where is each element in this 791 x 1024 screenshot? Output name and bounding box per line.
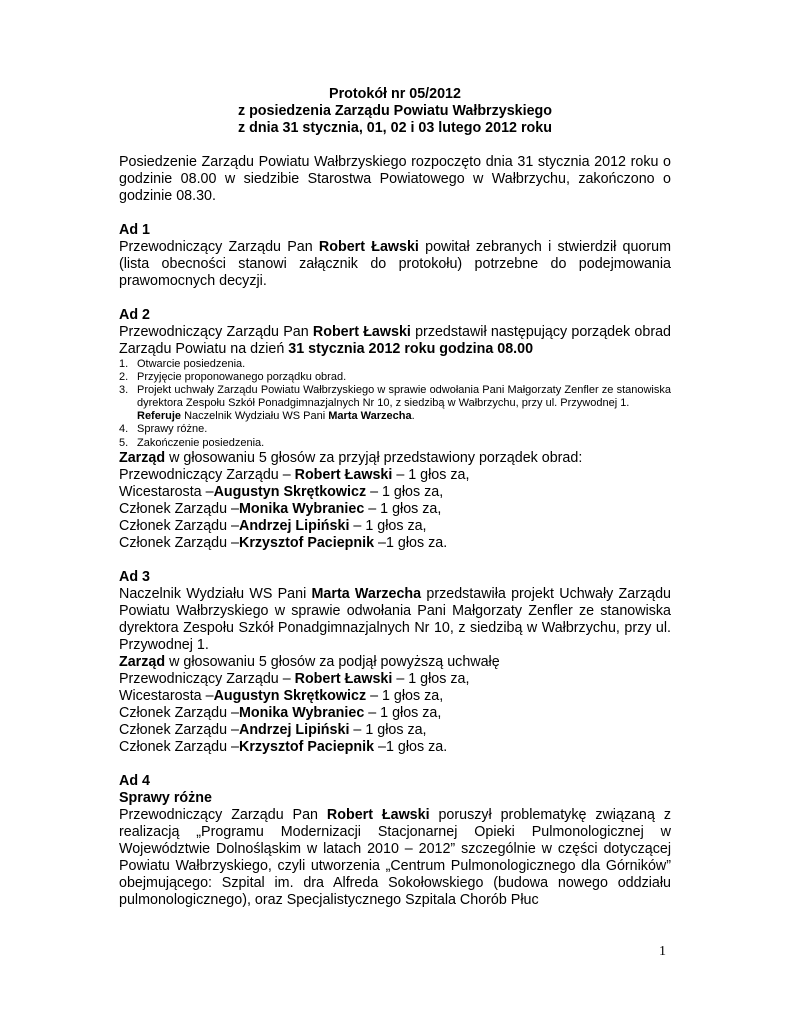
ad3-vote-text: w głosowaniu 5 głosów za podjął powyższą uchwałę — [165, 653, 500, 670]
vote-suffix: – 1 głos za, — [349, 517, 427, 534]
vote-name: Krzysztof Paciepnik — [239, 738, 375, 755]
title-line-2: z posiedzenia Zarządu Powiatu Wałbrzyskiego — [237, 103, 553, 119]
agenda-item-text: Przyjęcie proponowanego porządku obrad. — [137, 371, 347, 384]
agenda-item-text: Projekt uchwały Zarządu Powiatu Wałbrzyskiego w sprawie odwołania Pani Małgorzaty Zenfler ze stanowiska dyrektora Zespołu Szkół Ponadgimnazjalnych Nr 10, z siedzibą w Wałbrzychu, przy ul. Przywodnej 1. — [137, 384, 671, 410]
vote-prefix: Wicestarosta – — [119, 687, 214, 704]
vote-suffix: – 1 głos za, — [366, 483, 444, 500]
ad2-mid: przedstawił następujący porządek obrad Zarządu Powiatu na dzień — [119, 324, 671, 357]
vote-name: Augustyn Skrętkowicz — [213, 483, 367, 500]
vote-line — [119, 688, 671, 705]
vote-suffix: – 1 głos za, — [349, 721, 427, 738]
ad2-name: Robert Ławski — [312, 324, 411, 340]
vote-prefix: Członek Zarządu – — [119, 534, 239, 551]
vote-line — [119, 467, 671, 484]
ad2-vote-list — [119, 467, 671, 552]
intro-paragraph: Posiedzenie Zarządu Powiatu Wałbrzyskiego rozpoczęto dnia 31 stycznia 2012 roku o godzinie 08.00 w siedzibie Starostwa Powiatowego w Wałbrzychu, zakończono o godzinie 08.30. — [119, 154, 671, 204]
vote-suffix: –1 głos za. — [374, 738, 448, 755]
agenda-item — [119, 384, 671, 423]
agenda-item-number: 4. — [119, 423, 129, 436]
agenda-item-number: 2. — [119, 371, 129, 384]
vote-suffix: – 1 głos za, — [364, 500, 442, 517]
agenda-item-number: 3. — [119, 384, 129, 397]
agenda-item-number: 1. — [119, 358, 129, 370]
ad3-vote-intro — [119, 654, 671, 671]
ad2-paragraph — [119, 324, 671, 358]
ad1-heading: Ad 1 — [119, 222, 150, 238]
vote-line — [119, 484, 671, 501]
section-ad3 — [119, 569, 671, 756]
vote-name: Andrzej Lipiński — [239, 517, 350, 534]
vote-name: Monika Wybraniec — [239, 500, 365, 517]
ad3-vote-subject: Zarząd — [119, 653, 166, 670]
vote-line — [119, 671, 671, 688]
vote-line — [119, 501, 671, 518]
vote-prefix: Członek Zarządu – — [119, 500, 239, 517]
agenda-referuje-text: Naczelnik Wydziału WS Pani — [181, 410, 329, 423]
vote-suffix: – 1 głos za, — [392, 466, 470, 483]
ad3-post: przedstawiła projekt Uchwały Zarządu Powiatu Wałbrzyskiego w sprawie odwołania Pani Małgorzaty Zenfler ze stanowiska dyrektora Zespołu Szkół Ponadgimnazjalnych Nr 10, z siedzibą w Wałbrzychu, przy ul. Przywodnej 1. — [119, 585, 671, 653]
vote-name: Krzysztof Paciepnik — [239, 534, 375, 551]
vote-prefix: Członek Zarządu – — [119, 721, 239, 738]
vote-name: Robert Ławski — [294, 670, 393, 687]
ad4-pre: Przewodniczący Zarządu Pan — [119, 806, 327, 823]
vote-suffix: – 1 głos za, — [364, 704, 442, 721]
ad2-heading: Ad 2 — [119, 307, 150, 323]
ad2-vote-intro — [119, 450, 671, 467]
vote-suffix: – 1 głos za, — [392, 670, 470, 687]
section-ad2 — [119, 307, 671, 552]
vote-line — [119, 722, 671, 739]
document-title — [119, 86, 671, 137]
agenda-item-number: 5. — [119, 436, 129, 449]
ad4-paragraph — [119, 807, 671, 909]
vote-line — [119, 739, 671, 756]
agenda-item-text: Sprawy różne. — [137, 423, 208, 436]
agenda-item-text: Otwarcie posiedzenia. — [137, 358, 246, 370]
ad4-post: poruszył problematykę związaną z realizacją „Programu Modernizacji Stacjonarnej Opieki Pulmonologicznej w Województwie Dolnośląskim w latach 2010 – 2012” szczególnie w części dotyczącej Powiatu Wałbrzyskiego, czyli utworzenia „Centrum Pulmonologicznego dla Górników” obejmującego: Szpital im. dra Alfreda Sokołowskiego (budowa nowego oddziału pulmonologicznego), oraz Specjalistycznego Szpitala Chorób Płuc — [119, 806, 671, 908]
ad1-name: Robert Ławski — [318, 239, 419, 255]
ad3-vote-list — [119, 671, 671, 756]
vote-name: Augustyn Skrętkowicz — [213, 687, 367, 704]
vote-line — [119, 535, 671, 552]
ad4-heading: Ad 4 — [119, 772, 150, 789]
agenda-item-text: Zakończenie posiedzenia. — [137, 436, 265, 449]
vote-prefix: Wicestarosta – — [119, 483, 214, 500]
ad3-heading: Ad 3 — [119, 568, 150, 585]
agenda-item — [119, 371, 671, 384]
agenda-item — [119, 423, 671, 436]
vote-name: Monika Wybraniec — [239, 704, 365, 721]
ad2-pre: Przewodniczący Zarządu Pan — [119, 324, 313, 340]
agenda-list — [119, 358, 671, 450]
ad2-vote-subject: Zarząd — [119, 449, 166, 466]
agenda-item — [119, 358, 671, 371]
ad3-pre: Naczelnik Wydziału WS Pani — [119, 585, 312, 602]
ad4-name: Robert Ławski — [326, 806, 430, 823]
title-line-1: Protokół nr 05/2012 — [329, 86, 461, 102]
title-line-3: z dnia 31 stycznia, 01, 02 i 03 lutego 2012 roku — [238, 120, 552, 136]
vote-prefix: Członek Zarządu – — [119, 738, 239, 755]
page-number: 1 — [659, 944, 666, 959]
ad1-paragraph — [119, 239, 671, 290]
agenda-item — [119, 437, 671, 450]
vote-suffix: –1 głos za. — [374, 534, 448, 551]
vote-name: Andrzej Lipiński — [239, 721, 350, 738]
ad2-date: 31 stycznia 2012 roku godzina 08.00 — [288, 341, 534, 357]
ad3-paragraph — [119, 586, 671, 654]
agenda-referuje-label: Referuje — [137, 410, 182, 423]
document-page — [119, 86, 671, 909]
vote-suffix: – 1 głos za, — [366, 687, 444, 704]
vote-line — [119, 518, 671, 535]
vote-prefix: Członek Zarządu – — [119, 517, 239, 534]
ad4-subheading: Sprawy różne — [119, 789, 212, 806]
ad1-pre: Przewodniczący Zarządu Pan — [119, 239, 319, 255]
section-ad4 — [119, 773, 671, 909]
ad2-vote-text: w głosowaniu 5 głosów za przyjął przedstawiony porządek obrad: — [165, 449, 583, 466]
vote-prefix: Przewodniczący Zarządu – — [119, 670, 295, 687]
vote-line — [119, 705, 671, 722]
ad3-name: Marta Warzecha — [311, 585, 422, 602]
vote-prefix: Przewodniczący Zarządu – — [119, 466, 295, 483]
ad1-post: powitał zebranych i stwierdził quorum (lista obecności stanowi załącznik do protokołu) potrzebne do podejmowania prawomocnych decyzji. — [119, 239, 672, 289]
section-ad1 — [119, 222, 671, 290]
vote-name: Robert Ławski — [294, 466, 393, 483]
vote-prefix: Członek Zarządu – — [119, 704, 239, 721]
agenda-referuje-name: Marta Warzecha — [328, 410, 412, 423]
agenda-referuje-end: . — [411, 410, 415, 423]
